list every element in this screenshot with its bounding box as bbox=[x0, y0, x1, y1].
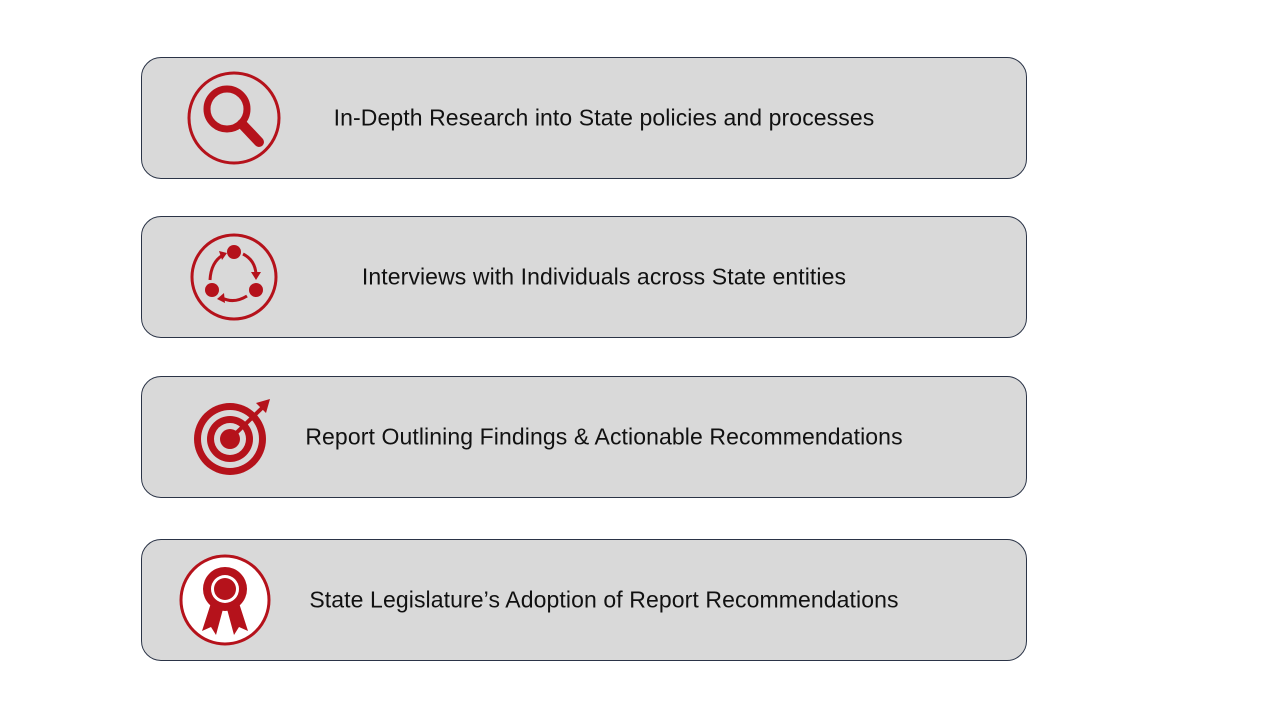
step-card-interviews bbox=[141, 216, 1027, 338]
step-label-interviews: Interviews with Individuals across State entities bbox=[361, 263, 847, 290]
step-label-adoption: State Legislature’s Adoption of Report Recommendations bbox=[309, 586, 899, 613]
step-card-report bbox=[141, 376, 1027, 498]
step-card-adoption bbox=[141, 539, 1027, 661]
step-label-report: Report Outlining Findings & Actionable Recommendations bbox=[305, 423, 903, 450]
step-card-research bbox=[141, 57, 1027, 179]
step-label-research: In-Depth Research into State policies and processes bbox=[333, 104, 875, 131]
